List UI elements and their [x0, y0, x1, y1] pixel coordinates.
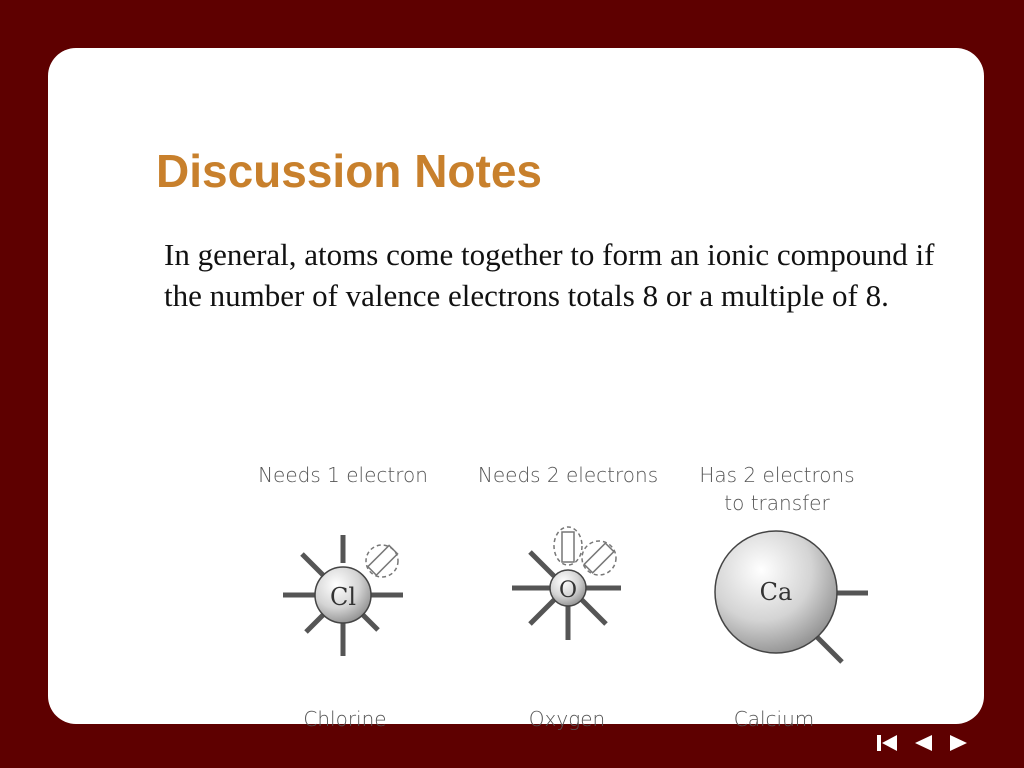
label-oxygen: Oxygen: [528, 707, 606, 731]
slide-title: Discussion Notes: [156, 145, 542, 197]
electron-stick: [530, 552, 554, 576]
electron-stick: [816, 636, 842, 662]
electron-slot-outline: [584, 543, 614, 573]
valence-electron-diagram: [188, 400, 868, 731]
label-chlorine: Chlorine: [303, 707, 387, 731]
electron-stick: [582, 600, 606, 624]
caption-calcium-line2: to transfer: [724, 491, 830, 515]
oxygen-atom: [512, 527, 621, 640]
next-slide-button[interactable]: [946, 732, 972, 754]
slide-body-text: In general, atoms come together to form an ionic compound if the number of valence electrons totals 8 or a multiple of 8.: [164, 237, 935, 313]
skip-to-first-icon: [876, 734, 898, 752]
electron-slot-empty: [582, 541, 616, 575]
oxygen-symbol: O: [558, 578, 578, 603]
first-slide-button[interactable]: [874, 732, 900, 754]
chlorine-symbol: Cl: [329, 583, 357, 611]
electron-stick: [530, 600, 554, 624]
slide-navigation: [874, 732, 972, 754]
caption-calcium-line1: Has 2 electrons: [699, 463, 855, 487]
previous-slide-button[interactable]: [910, 732, 936, 754]
calcium-symbol: Ca: [759, 578, 793, 606]
label-calcium: Calcium: [733, 707, 815, 731]
chlorine-atom: [283, 535, 403, 656]
triangle-right-icon: [949, 734, 969, 752]
calcium-atom: [715, 531, 868, 662]
triangle-left-icon: [913, 734, 933, 752]
caption-oxygen-line1: Needs 2 electrons: [477, 463, 659, 487]
caption-chlorine-line1: Needs 1 electron: [258, 463, 428, 487]
electron-slot-outline: [562, 532, 574, 562]
slide-panel: [48, 48, 984, 731]
electron-slot-outline: [368, 545, 398, 575]
